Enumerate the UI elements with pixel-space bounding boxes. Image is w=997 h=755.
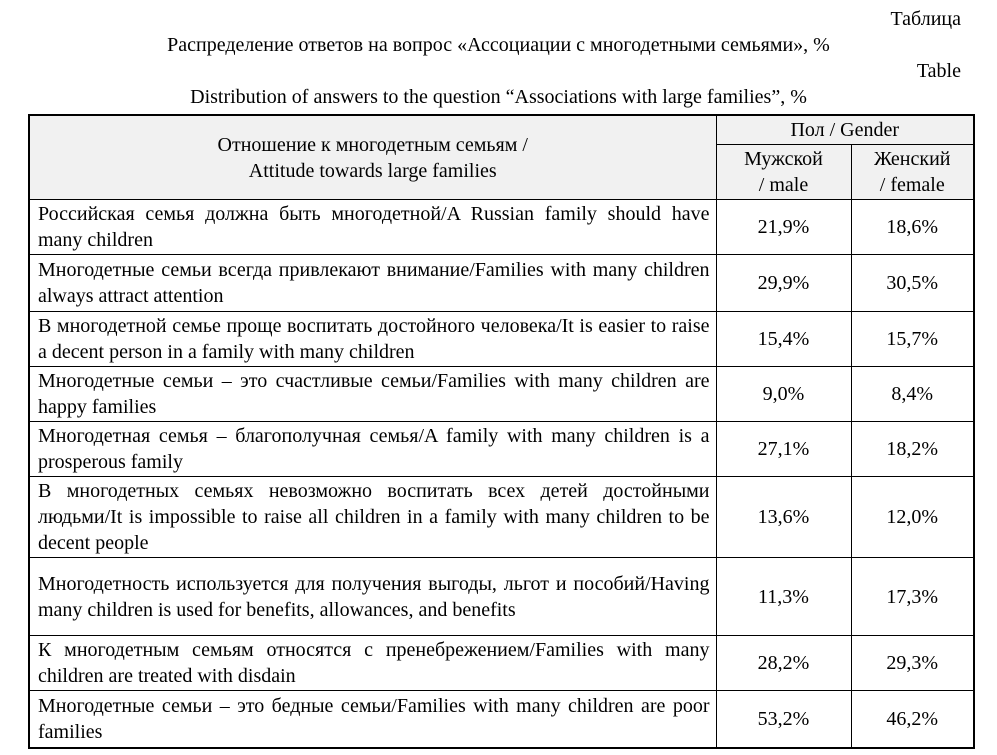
- male-value-cell: 13,6%: [716, 477, 851, 558]
- table-label-en: Table: [916, 60, 961, 82]
- table-body: [29, 200, 974, 748]
- female-value-cell: 29,3%: [851, 636, 974, 691]
- male-value-cell: 29,9%: [716, 255, 851, 312]
- female-value-cell: 15,7%: [851, 312, 974, 367]
- table-title-en: Distribution of answers to the question “Associations with large families”, %: [190, 86, 807, 108]
- statement-cell: Российская семья должна быть многодетной/A Russian family should have many children: [29, 200, 716, 255]
- column-header-female-ru: Женский: [874, 148, 951, 170]
- female-value-cell: 17,3%: [851, 558, 974, 636]
- column-header-attitude-ru: Отношение к многодетным семьям /: [217, 133, 528, 156]
- female-value-cell: 18,6%: [851, 200, 974, 255]
- header-row-top: [29, 115, 974, 145]
- column-header-male: [716, 145, 851, 200]
- male-value-cell: 11,3%: [716, 558, 851, 636]
- female-value-cell: 30,5%: [851, 255, 974, 312]
- column-header-male-en: / male: [758, 174, 809, 196]
- female-value-cell: 46,2%: [851, 691, 974, 748]
- female-value-cell: 8,4%: [851, 367, 974, 422]
- statement-cell: К многодетным семьям относятся с пренебрежением/Families with many children are treated with disdain: [29, 636, 716, 691]
- table-header: [29, 115, 974, 200]
- table-row: [29, 477, 974, 558]
- table-row: [29, 422, 974, 477]
- statement-cell: Многодетная семья – благополучная семья/A family with many children is a prosperous family: [29, 422, 716, 477]
- table-row: [29, 558, 974, 636]
- statement-cell: Многодетные семьи – это счастливые семьи/Families with many children are happy families: [29, 367, 716, 422]
- table-label-ru: Таблица: [890, 8, 961, 30]
- table-title-ru: Распределение ответов на вопрос «Ассоциации с многодетными семьями», %: [167, 34, 830, 56]
- statement-cell: Многодетность используется для получения выгоды, льгот и пособий/Having many children is used for benefits, allowances, and benefits: [29, 558, 716, 636]
- male-value-cell: 21,9%: [716, 200, 851, 255]
- male-value-cell: 28,2%: [716, 636, 851, 691]
- female-value-cell: 18,2%: [851, 422, 974, 477]
- column-header-gender: Пол / Gender: [716, 115, 974, 145]
- table-row: [29, 636, 974, 691]
- statement-cell: В многодетных семьях невозможно воспитать всех детей достойными людьми/It is impossible to raise all children in a family with many children to be decent people: [29, 477, 716, 558]
- table-row: [29, 312, 974, 367]
- male-value-cell: 15,4%: [716, 312, 851, 367]
- male-value-cell: 27,1%: [716, 422, 851, 477]
- table-row: [29, 200, 974, 255]
- table-row: [29, 255, 974, 312]
- column-header-attitude: [29, 115, 716, 200]
- male-value-cell: 9,0%: [716, 367, 851, 422]
- associations-table: [28, 114, 975, 749]
- statement-cell: В многодетной семье проще воспитать достойного человека/It is easier to raise a decent person in a family with many children: [29, 312, 716, 367]
- column-header-female-en: / female: [879, 174, 945, 196]
- column-header-female: [851, 145, 974, 200]
- female-value-cell: 12,0%: [851, 477, 974, 558]
- table-row: [29, 691, 974, 748]
- table-row: [29, 367, 974, 422]
- statement-cell: Многодетные семьи всегда привлекают внимание/Families with many children always attract attention: [29, 255, 716, 312]
- column-header-male-ru: Мужской: [744, 148, 823, 170]
- male-value-cell: 53,2%: [716, 691, 851, 748]
- column-header-attitude-en: Attitude towards large families: [248, 159, 497, 182]
- statement-cell: Многодетные семьи – это бедные семьи/Families with many children are poor families: [29, 691, 716, 748]
